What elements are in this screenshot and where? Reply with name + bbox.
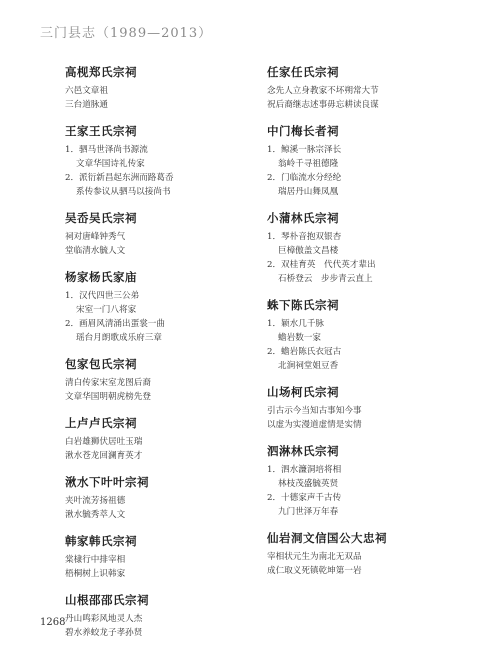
shrine-entry (65, 269, 245, 345)
shrine-entry (65, 210, 245, 258)
couplet-line: 以虚为实漫道虚情是实情 (267, 420, 362, 430)
couplet-line: 2．蟾岩陈氏衣冠古 (267, 347, 342, 357)
couplet-line: 白岩雄狮伏居吐玉瑞 (65, 437, 143, 447)
couplet-line: 北涧祠堂姐豆香 (278, 361, 339, 371)
shrine-entry (267, 210, 452, 286)
couplet-line: 九门世泽万年春 (278, 507, 339, 517)
shrine-title: 杨家杨氏家庙 (65, 270, 137, 284)
shrine-title: 山场柯氏宗祠 (267, 385, 339, 399)
couplet-line: 2．门临流水分经纶 (267, 173, 342, 183)
couplet-line: 石桥登云 步步青云直上 (278, 274, 373, 284)
shrine-title: 高枧郑氏宗祠 (65, 65, 137, 79)
couplet-line: 宰相状元生为南北无双品 (267, 552, 362, 562)
shrine-title: 小蒲林氏宗祠 (267, 211, 339, 225)
couplet-line: 堂临清水毓人文 (65, 246, 126, 256)
couplet-line: 文章华国明朝虎榜先登 (65, 392, 151, 402)
couplet-line: 清白传家宋室龙图后裔 (65, 378, 151, 388)
shrine-title: 上卢卢氏宗祠 (65, 416, 137, 430)
shrine-entry (65, 356, 245, 404)
couplet-line: 蟾岩数一家 (278, 333, 321, 343)
shrine-entry (267, 443, 452, 519)
shrine-entry (65, 474, 245, 522)
couplet-line: 祝后裔继志述事毋忘耕读良谋 (267, 100, 379, 110)
shrine-title: 山根邵邵氏宗祠 (65, 593, 149, 607)
shrine-title: 仙岩洞文信国公大忠祠 (267, 531, 387, 545)
couplet-line: 文章华国诗礼传家 (76, 159, 145, 169)
couplet-line: 夹叶流芳扬祖德 (65, 496, 126, 506)
couplet-line: 瑶台月朗歌成乐府三章 (76, 333, 162, 343)
couplet-line: 棠棣行中排宰相 (65, 555, 126, 565)
couplet-line: 引古示今当知古事知今事 (267, 406, 362, 416)
shrine-title: 中门梅长者祠 (267, 124, 339, 138)
shrine-entry (267, 297, 452, 373)
couplet-line: 碧水养蛟龙子孝孙贤 (65, 628, 143, 638)
couplet-line: 2．双桂育英 代代英才辈出 (267, 260, 376, 270)
shrine-entry (267, 384, 452, 432)
shrine-entry (65, 64, 245, 112)
shrine-title: 泗淋林氏宗祠 (267, 444, 339, 458)
couplet-line: 巨樟傲盖文昌楼 (278, 246, 339, 256)
couplet-line: 1．颖水几千脉 (267, 319, 325, 329)
couplet-line: 1．琴朴音抱双银杏 (267, 232, 342, 242)
left-column (65, 64, 245, 651)
couplet-line: 三台道脉通 (65, 100, 108, 110)
couplet-line: 念先人立身教家不坏朔常大节 (267, 86, 379, 96)
shrine-title: 湫水下叶叶宗祠 (65, 475, 149, 489)
shrine-entry (65, 533, 245, 581)
couplet-line: 1．汉代四世三公弟 (65, 291, 140, 301)
running-head: 三门县志（1989—2013） (40, 26, 213, 41)
shrine-entry (267, 123, 452, 199)
shrine-entry (65, 592, 245, 640)
couplet-line: 湫水苍龙回澜育英才 (65, 451, 143, 461)
couplet-line: 丹山鸣彩风地灵人杰 (65, 614, 143, 624)
couplet-line: 系传参议从驷马以接尚书 (76, 187, 171, 197)
shrine-entry (65, 415, 245, 463)
couplet-line: 六邑文章祖 (65, 86, 108, 96)
couplet-line: 林枝茂盛毓英贤 (278, 479, 339, 489)
couplet-line: 梧桐树上识韩家 (65, 569, 126, 579)
couplet-line: 宋室一门八将家 (76, 305, 137, 315)
right-column (267, 64, 452, 589)
couplet-line: 祠对唐峰钟秀气 (65, 232, 126, 242)
couplet-line: 1．驷马世泽尚书源流 (65, 145, 148, 155)
couplet-line: 2．派衍新昌起东洲而路葛岙 (65, 173, 174, 183)
couplet-line: 成仁取义死镇乾坤第一岩 (267, 566, 362, 576)
couplet-line: 瑞居丹山舞凤凰 (278, 187, 339, 197)
couplet-line: 2．十德家声千古传 (267, 493, 342, 503)
shrine-title: 王家王氏宗祠 (65, 124, 137, 138)
shrine-title: 韩家韩氏宗祠 (65, 534, 137, 548)
shrine-title: 任家任氏宗祠 (267, 65, 339, 79)
shrine-entry (267, 530, 452, 578)
page-number: 1268 (40, 617, 66, 628)
couplet-line: 1．鲸溪一脉宗泽长 (267, 145, 342, 155)
couplet-line: 2．画眉风清涌出蛋裳一曲 (65, 319, 165, 329)
shrine-title: 吴岙吴氏宗祠 (65, 211, 137, 225)
shrine-title: 包家包氏宗祠 (65, 357, 137, 371)
shrine-entry (65, 123, 245, 199)
couplet-line: 1．泗水濂洞培将相 (267, 465, 342, 475)
shrine-entry (267, 64, 452, 112)
couplet-line: 湫水毓秀萃人文 (65, 510, 126, 520)
shrine-title: 蛛下陈氏宗祠 (267, 298, 339, 312)
couplet-line: 翁岭千寻祖德隆 (278, 159, 339, 169)
